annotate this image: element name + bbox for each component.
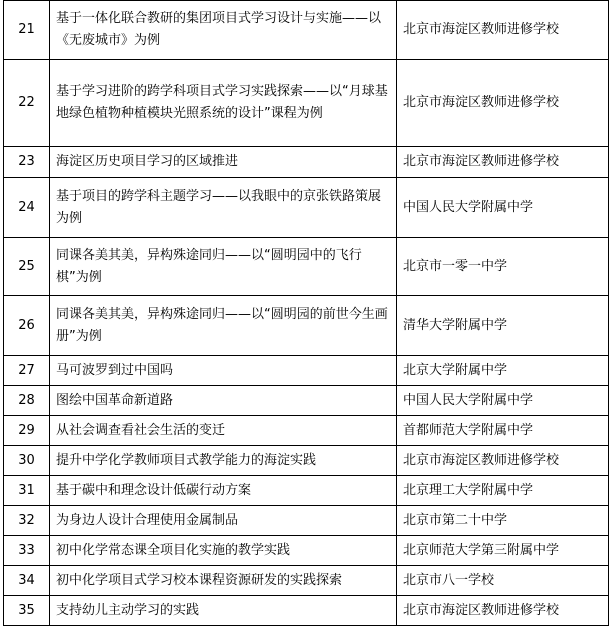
table-row	[4, 416, 609, 446]
project-title: 支持幼儿主动学习的实践	[50, 596, 397, 626]
row-number: 34	[4, 566, 50, 596]
table-row	[4, 296, 609, 356]
project-title: 图绘中国革命新道路	[50, 386, 397, 416]
organization: 北京市海淀区教师进修学校	[397, 446, 609, 476]
table-row	[4, 178, 609, 238]
table-row	[4, 238, 609, 296]
table-row	[4, 147, 609, 178]
project-title: 基于学习进阶的跨学科项目式学习实践探索——以“月球基地绿色植物种植模块光照系统的设计”课程为例	[50, 60, 397, 147]
organization: 北京理工大学附属中学	[397, 476, 609, 506]
table-row	[4, 1, 609, 60]
organization: 首都师范大学附属中学	[397, 416, 609, 446]
row-number: 28	[4, 386, 50, 416]
row-number: 23	[4, 147, 50, 178]
project-title: 基于一体化联合教研的集团项目式学习设计与实施——以《无废城市》为例	[50, 1, 397, 60]
table-row	[4, 596, 609, 626]
table-row	[4, 506, 609, 536]
project-title: 提升中学化学教师项目式教学能力的海淀实践	[50, 446, 397, 476]
project-title: 从社会调查看社会生活的变迁	[50, 416, 397, 446]
organization: 北京师范大学第三附属中学	[397, 536, 609, 566]
organization: 北京市海淀区教师进修学校	[397, 1, 609, 60]
row-number: 22	[4, 60, 50, 147]
row-number: 29	[4, 416, 50, 446]
project-title: 海淀区历史项目学习的区域推进	[50, 147, 397, 178]
organization: 北京市海淀区教师进修学校	[397, 60, 609, 147]
row-number: 26	[4, 296, 50, 356]
organization: 北京市海淀区教师进修学校	[397, 147, 609, 178]
project-title: 初中化学常态课全项目化实施的教学实践	[50, 536, 397, 566]
organization: 清华大学附属中学	[397, 296, 609, 356]
project-title: 为身边人设计合理使用金属制品	[50, 506, 397, 536]
row-number: 31	[4, 476, 50, 506]
row-number: 30	[4, 446, 50, 476]
project-table	[3, 0, 609, 626]
project-title: 初中化学项目式学习校本课程资源研发的实践探索	[50, 566, 397, 596]
table-row	[4, 476, 609, 506]
table-row	[4, 60, 609, 147]
organization: 中国人民大学附属中学	[397, 386, 609, 416]
table-row	[4, 386, 609, 416]
row-number: 21	[4, 1, 50, 60]
project-title: 同课各美其美，异构殊途同归——以“圆明园中的飞行棋”为例	[50, 238, 397, 296]
organization: 北京市八一学校	[397, 566, 609, 596]
table-row	[4, 566, 609, 596]
table-row	[4, 356, 609, 386]
row-number: 24	[4, 178, 50, 238]
table-row	[4, 536, 609, 566]
project-title: 基于碳中和理念设计低碳行动方案	[50, 476, 397, 506]
organization: 中国人民大学附属中学	[397, 178, 609, 238]
row-number: 27	[4, 356, 50, 386]
project-title: 马可波罗到过中国吗	[50, 356, 397, 386]
organization: 北京市第二十中学	[397, 506, 609, 536]
row-number: 35	[4, 596, 50, 626]
project-title: 基于项目的跨学科主题学习——以我眼中的京张铁路策展为例	[50, 178, 397, 238]
table-row	[4, 446, 609, 476]
project-title: 同课各美其美，异构殊途同归——以“圆明园的前世今生画册”为例	[50, 296, 397, 356]
row-number: 33	[4, 536, 50, 566]
row-number: 25	[4, 238, 50, 296]
organization: 北京市一零一中学	[397, 238, 609, 296]
row-number: 32	[4, 506, 50, 536]
organization: 北京市海淀区教师进修学校	[397, 596, 609, 626]
organization: 北京大学附属中学	[397, 356, 609, 386]
